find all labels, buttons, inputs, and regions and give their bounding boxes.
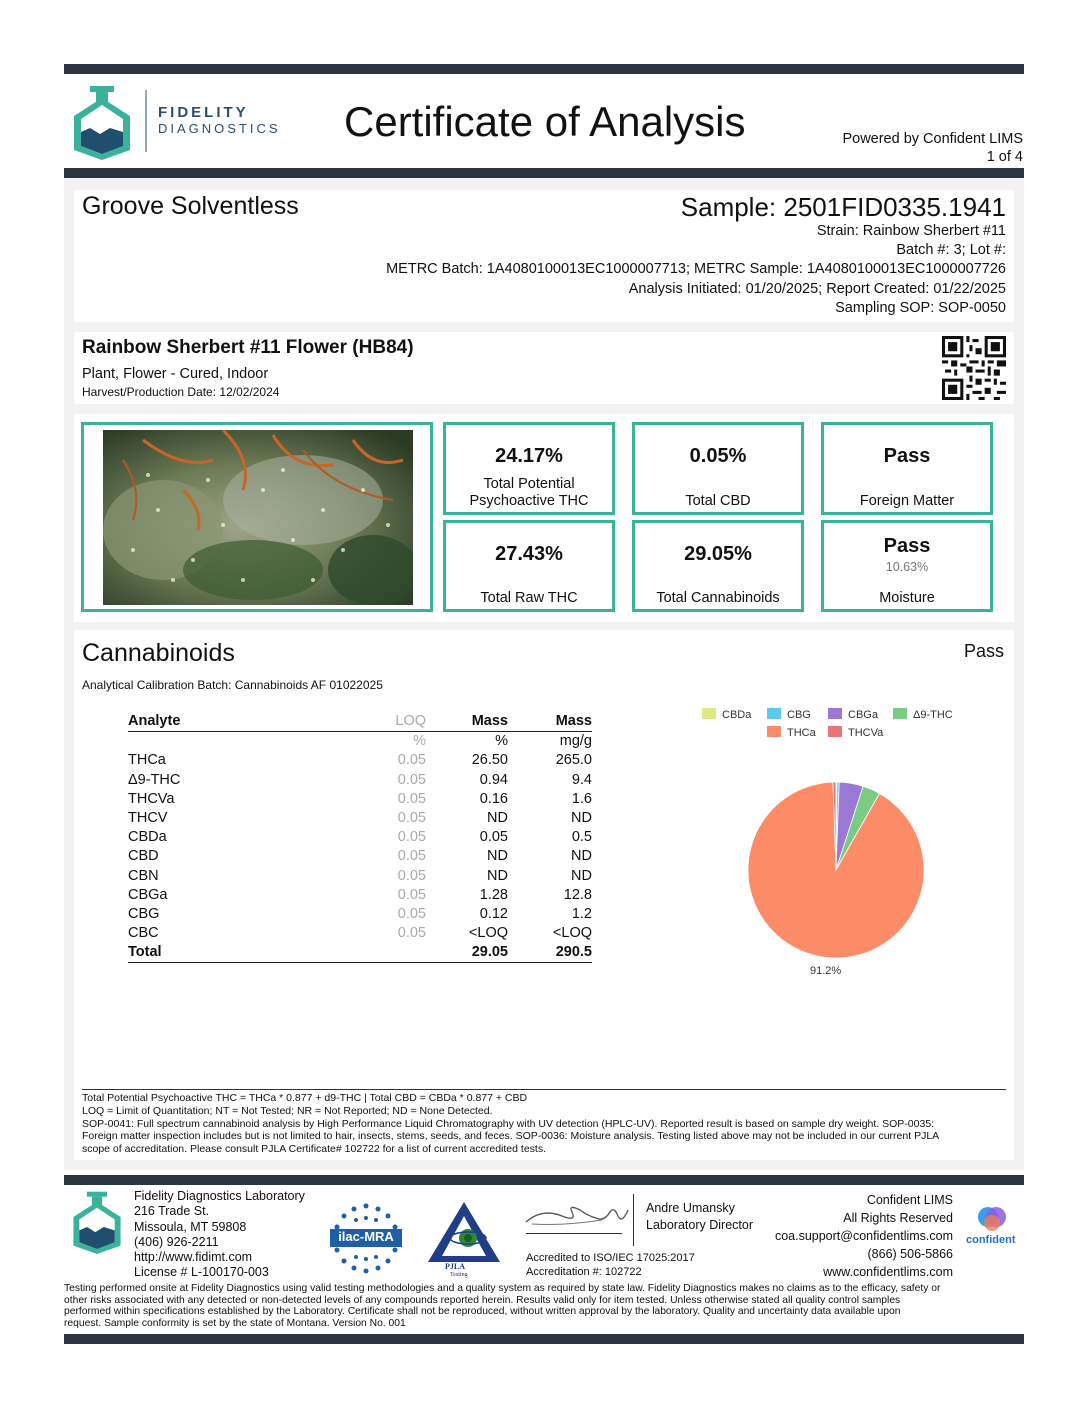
table-row: [128, 867, 592, 886]
total-label: Total: [128, 943, 328, 963]
legend-label: CBG: [787, 709, 811, 721]
accreditation-number: Accreditation #: 102722: [526, 1266, 642, 1278]
legend-swatch: [767, 726, 781, 737]
loq-cell: 0.05: [397, 790, 426, 807]
footer-bar-bottom: [64, 1334, 1024, 1344]
disclaimer: [64, 1283, 1024, 1329]
footer-bar-top: [64, 1175, 1024, 1185]
analyte-cell: CBD: [128, 848, 159, 865]
lab-license: License # L-100170-003: [134, 1265, 269, 1280]
lab-phone: (406) 926-2211: [134, 1234, 219, 1249]
tile-moisture: [821, 520, 993, 612]
mass-percent-cell: 1.28: [479, 886, 508, 903]
confident-email: coa.support@confidentlims.com: [774, 1229, 953, 1243]
confident-logo-text: confident: [966, 1234, 1016, 1246]
loq-cell: 0.05: [397, 925, 426, 942]
legend-item: [893, 708, 953, 721]
sample-id: Sample: 2501FID0335.1941: [680, 192, 1006, 222]
confident-website: www.confidentlims.com: [823, 1265, 953, 1279]
analyte-cell: CBG: [128, 905, 160, 922]
tile-subvalue: 10.63%: [885, 560, 929, 574]
ilac-mra-text: ilac-MRA: [338, 1229, 394, 1244]
tile-value: 29.05%: [684, 543, 752, 565]
tile-value: Pass: [883, 535, 931, 557]
harvest-date: Harvest/Production Date: 12/02/2024: [82, 385, 280, 399]
table-row: [128, 809, 592, 828]
page-number: 1 of 4: [986, 149, 1023, 165]
cannabinoids-table: [128, 712, 592, 963]
legend-label: THCVa: [848, 727, 884, 739]
legend-label: CBDa: [722, 709, 752, 721]
unit-cell: [128, 732, 328, 752]
confident-rights: All Rights Reserved: [843, 1211, 953, 1225]
top-bar: [64, 64, 1024, 74]
legend-item: [767, 726, 816, 739]
tile-value: Pass: [883, 445, 931, 467]
loq-cell: 0.05: [397, 752, 426, 769]
legend-item: [702, 708, 751, 721]
tile-total-cbd: [632, 422, 804, 515]
mass-percent-cell: ND: [487, 848, 508, 865]
total-loq: [328, 943, 426, 963]
legend-swatch: [702, 708, 716, 719]
tile-total-raw-thc: [443, 520, 615, 612]
legend-item: [828, 726, 883, 739]
table-row: [128, 886, 592, 905]
lab-city: Missoula, MT 59808: [134, 1219, 247, 1234]
loq-cell: 0.05: [397, 771, 426, 788]
powered-by: Powered by Confident LIMS: [842, 131, 1023, 147]
director-title: Laboratory Director: [646, 1218, 753, 1232]
loq-cell: 0.05: [397, 867, 426, 884]
tile-value: 0.05%: [689, 445, 747, 467]
tile-label: Total CBD: [685, 493, 751, 509]
pie-data-label: 91.2%: [810, 965, 842, 977]
table-row: [128, 924, 592, 943]
mass-mgg-cell: 0.5: [571, 829, 592, 846]
lab-street: 216 Trade St.: [134, 1204, 210, 1219]
legend-label: THCa: [787, 727, 816, 739]
sampling-sop: Sampling SOP: SOP-0050: [835, 300, 1006, 316]
note-line: Foreign matter inspection includes but is not limited to hair, insects, stems, seeds, and feces. SOP-0036: Moisture analysis. Testing listed above may not be included in our current PJLA: [82, 1130, 940, 1143]
units-row: [128, 732, 592, 752]
tile-foreign-matter: [821, 422, 993, 515]
confident-info: [775, 1191, 953, 1281]
analyte-cell: CBC: [128, 925, 159, 942]
cannabinoid-pie-chart: [720, 760, 960, 990]
table-row: [128, 790, 592, 809]
pjla-logo-icon: [426, 1200, 502, 1264]
pjla-text: PJLA: [445, 1262, 465, 1271]
mass-mgg-cell: ND: [571, 810, 592, 827]
note-line: LOQ = Limit of Quantitation; NT = Not Tested; NR = Not Reported; ND = None Detected.: [82, 1104, 493, 1117]
director-name: Andre Umansky: [646, 1201, 735, 1215]
page-title: Certificate of Analysis: [344, 98, 746, 145]
table-row: [128, 847, 592, 866]
mass-mgg-cell: ND: [571, 848, 592, 865]
analyte-cell: THCa: [128, 752, 166, 769]
total-row: [128, 943, 592, 963]
note-line: scope of accreditation. Please consult PJLA Certificate# 102722 for a list of current accredited tests.: [82, 1143, 546, 1156]
section-result: Pass: [963, 641, 1004, 661]
legend-label: Δ9-THC: [913, 709, 953, 721]
calibration-batch: Analytical Calibration Batch: Cannabinoids AF 01022025: [82, 678, 383, 692]
table-row: [128, 828, 592, 847]
tile-label: Psychoactive THC: [469, 493, 589, 509]
disclaimer-line: performed within specifications established by the Laboratory. Certificate shall not be reproduced, without written approval by the laboratory. Quality and uncertainty data available upon: [64, 1306, 901, 1318]
mass-mgg-cell: 1.2: [571, 905, 592, 922]
column-header: Mass: [426, 712, 508, 732]
total-mass-mgg: 290.5: [508, 943, 592, 963]
legend-item: [828, 708, 878, 721]
note-line: SOP-0041: Full spectrum cannabinoid analysis by High Performance Liquid Chromatography with UV detection (HPLC-UV). Reported result is based on sample dry weight. SOP-0035:: [82, 1117, 935, 1130]
client-name: Groove Solventless: [82, 192, 299, 220]
report-dates: Analysis Initiated: 01/20/2025; Report Created: 01/22/2025: [628, 281, 1006, 297]
unit-cell: %: [413, 733, 426, 750]
signature-rule: [526, 1233, 622, 1234]
product-type: Plant, Flower - Cured, Indoor: [82, 366, 269, 382]
header-bar: [64, 168, 1024, 178]
section-title: Cannabinoids: [82, 639, 235, 667]
mass-percent-cell: <LOQ: [468, 925, 508, 942]
column-header: LOQ: [328, 712, 426, 732]
tile-label-line1: Total Potential: [483, 476, 575, 492]
confident-name: Confident LIMS: [866, 1193, 953, 1207]
client-panel: [74, 190, 1014, 322]
legend-swatch: [828, 708, 842, 719]
mass-mgg-cell: 9.4: [571, 771, 592, 788]
analyte-cell: THCV: [128, 810, 168, 827]
table-row: [128, 905, 592, 924]
notes-rule: [82, 1089, 1006, 1090]
mass-mgg-cell: 1.6: [571, 790, 592, 807]
confident-phone: (866) 506-5866: [867, 1247, 953, 1261]
legend-swatch: [767, 708, 781, 719]
loq-cell: 0.05: [397, 905, 426, 922]
signature: [522, 1198, 632, 1234]
loq-cell: 0.05: [397, 829, 426, 846]
analyte-cell: CBDa: [128, 829, 167, 846]
tile-label: Moisture: [879, 590, 935, 606]
tile-label: Total Cannabinoids: [656, 590, 780, 606]
mass-percent-cell: 0.05: [479, 829, 508, 846]
product-name: Rainbow Sherbert #11 Flower (HB84): [82, 337, 414, 358]
mass-percent-cell: 0.16: [479, 790, 508, 807]
column-header: Analyte: [128, 712, 328, 732]
mass-percent-cell: 0.12: [479, 905, 508, 922]
tile-value: 24.17%: [495, 445, 563, 467]
mass-percent-cell: ND: [487, 867, 508, 884]
confident-logo-icon: [975, 1203, 1009, 1233]
metrc: METRC Batch: 1A4080100013EC1000007713; METRC Sample: 1A4080100013EC1000007726: [386, 261, 1006, 277]
analyte-cell: Δ9-THC: [128, 771, 181, 788]
mass-mgg-cell: 265.0: [555, 752, 592, 769]
mass-percent-cell: 0.94: [479, 771, 508, 788]
logo-wordmark-bottom: DIAGNOSTICS: [158, 121, 281, 136]
unit-cell: %: [495, 733, 508, 750]
mass-mgg-cell: ND: [571, 867, 592, 884]
mass-mgg-cell: <LOQ: [552, 925, 592, 942]
tile-label: Foreign Matter: [859, 493, 955, 509]
logo-wordmark-top: FIDELITY: [158, 104, 249, 121]
product-photo: [103, 430, 413, 605]
iso-accreditation: Accredited to ISO/IEC 17025:2017: [526, 1252, 695, 1264]
disclaimer-line: other risks associated with any detected or non-detected levels of any compounds reported herein. Results valid only for item tested. Unless otherwise stated all quality control samples: [64, 1294, 901, 1306]
table-row: [128, 771, 592, 790]
lab-address: [134, 1189, 305, 1281]
flask-logo-icon: [69, 1190, 125, 1254]
strain: Strain: Rainbow Sherbert #11: [816, 223, 1006, 239]
loq-cell: 0.05: [397, 810, 426, 827]
signature-divider: [633, 1194, 634, 1246]
tile-total-cannabinoids: [632, 520, 804, 612]
legend-swatch: [893, 708, 907, 719]
mass-percent-cell: 26.50: [471, 752, 508, 769]
loq-cell: 0.05: [397, 886, 426, 903]
tile-label: Total Raw THC: [480, 590, 578, 606]
total-mass-percent: 29.05: [426, 943, 508, 963]
batch-lot: Batch #: 3; Lot #:: [896, 242, 1006, 258]
flask-logo-icon: [70, 84, 134, 160]
product-panel: [74, 332, 1014, 404]
lab-name: Fidelity Diagnostics Laboratory: [134, 1189, 305, 1203]
unit-cell: mg/g: [559, 733, 592, 750]
note-line: Total Potential Psychoactive THC = THCa * 0.877 + d9-THC | Total CBD = CBDa * 0.877 + CBD: [82, 1092, 528, 1104]
qr-code-icon: [942, 336, 1006, 400]
loq-cell: 0.05: [397, 848, 426, 865]
legend-label: CBGa: [848, 709, 878, 721]
table-row: [128, 751, 592, 770]
disclaimer-line: Testing performed onsite at Fidelity Diagnostics using valid testing methodologies and a quality system as required by state law. Fidelity Diagnostics makes no claims as to the efficacy, safety or: [64, 1283, 941, 1294]
table-header-row: [128, 712, 592, 732]
analyte-cell: CBGa: [128, 886, 168, 903]
analyte-cell: THCVa: [128, 790, 175, 807]
analyte-cell: CBN: [128, 867, 159, 884]
legend-swatch: [828, 726, 842, 737]
tile-value: 27.43%: [495, 543, 563, 565]
mass-mgg-cell: 12.8: [563, 886, 592, 903]
column-header: Mass: [508, 712, 592, 732]
notes: [82, 1092, 1012, 1156]
tile-total-thc: [443, 422, 615, 515]
product-photo-frame: [81, 422, 433, 612]
lab-website: http://www.fidimt.com: [134, 1250, 253, 1265]
logo-divider: [145, 90, 147, 152]
pjla-subtext: Testing: [450, 1272, 468, 1278]
disclaimer-line: request. Sample conformity is set by the state of Montana. Version No. 001: [64, 1317, 406, 1329]
mass-percent-cell: ND: [487, 810, 508, 827]
legend-item: [767, 708, 811, 721]
